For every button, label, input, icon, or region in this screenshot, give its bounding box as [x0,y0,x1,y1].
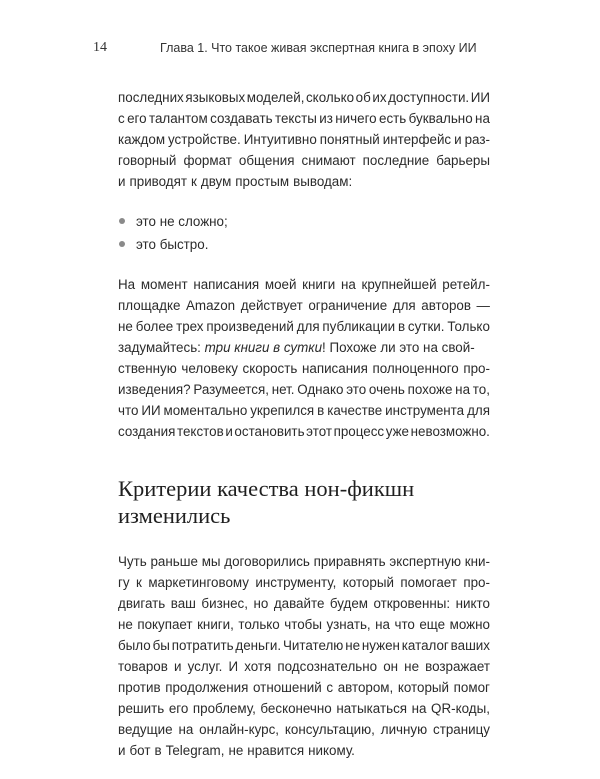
text-line [118,316,490,337]
word: об [355,90,371,105]
text-line [118,719,490,740]
word: страницу [433,722,490,737]
word: не [118,617,133,632]
word: мы [201,554,221,569]
word: тексты [274,111,317,126]
word: говорный [118,153,177,168]
word: в [154,743,162,758]
word: полноценного [372,361,459,376]
word: инструмента [385,403,465,418]
word: деньги. [235,638,282,653]
word: давайте [273,596,325,611]
text-line [118,379,490,400]
word: языковых [185,90,246,105]
word: написания [193,277,260,292]
word: для [467,403,490,418]
word: произведений [206,319,294,334]
word: приравнять [313,554,386,569]
word: ственную [118,361,177,376]
word: нет. [271,382,295,397]
paragraph-1 [118,87,490,192]
word: QR-коды, [431,701,490,716]
word: Однако [297,382,344,397]
word: это [346,382,367,397]
word: маркетинговому [148,575,249,590]
word: Читателю [282,638,344,653]
word: Только [447,319,490,334]
word: изведения? [118,382,191,397]
word: не [228,743,244,758]
word: их [372,90,387,105]
word: простым [235,174,290,189]
word: Чуть [118,554,147,569]
text-line [118,635,490,656]
word: ведущие [118,722,173,737]
word: создания [118,424,176,439]
text-line [118,677,490,698]
section-heading-line: Критерии качества нон-фикшн [118,476,415,501]
word: процесс [333,424,385,439]
word: про- [463,575,490,590]
word: понятный [319,132,380,147]
page-body [118,87,490,779]
word: каждом [118,132,166,147]
text-line [118,295,490,316]
word: книги, [197,617,234,632]
word: отношений [253,680,322,695]
word: его [168,701,189,716]
word: моделей, [246,90,305,105]
word: книги [302,277,336,292]
word: трех [176,319,204,334]
text-line [118,171,490,192]
word: к [191,174,197,189]
word: покупает [137,617,193,632]
word: скорость [242,361,298,376]
word: более [135,319,174,334]
word: не [404,659,420,674]
word: ваших [450,638,490,653]
bullet-icon [119,241,125,247]
word: автором, [337,680,394,695]
text-line [118,421,490,442]
word: устройстве. [168,132,241,147]
word: с [118,111,125,126]
word: интерфейс [382,132,452,147]
word: доступности. [388,90,470,105]
word: бот [129,743,151,758]
word: и [118,743,126,758]
word: сутки. [407,319,445,334]
word: будем [329,596,368,611]
word: на [455,382,471,397]
word: этот [306,424,332,439]
word: каталог [401,638,449,653]
word: что [394,617,415,632]
word: консультацию, [284,722,375,737]
word: И [228,659,239,674]
word: похоже [407,382,453,397]
word: момент [140,277,188,292]
word: действует [240,298,303,313]
word: бизнес, [201,596,248,611]
word: авторов [421,298,471,313]
word: написания [301,361,368,376]
word: онлайн-курс, [199,722,279,737]
word: в [397,319,406,334]
word: остановить [234,424,305,439]
word: и [173,659,182,674]
word: и [225,424,233,439]
word: не [118,319,133,334]
word: к [136,575,142,590]
word: услуг. [187,659,223,674]
word: Интуитивно [243,132,317,147]
word: бы [152,638,170,653]
word: снимают [301,153,356,168]
word: то, [472,382,490,397]
text-line [118,593,490,614]
word: не [345,638,361,653]
word: договорились [224,554,310,569]
word: гу [118,575,130,590]
word: публикации [322,319,396,334]
word: что [118,403,139,418]
word: откровенны: [373,596,451,611]
word: проблему, [192,701,256,716]
text-line-with-emphasis [118,337,490,358]
word: невозможно. [410,424,490,439]
list-item [118,233,490,256]
word: двигать [118,596,166,611]
word: на [178,722,194,737]
word: для [296,319,320,334]
word: продолжения [165,680,249,695]
word: натыкаться [336,701,408,716]
paragraph-2 [118,274,490,442]
word: буквально [408,111,473,126]
word: ничего [335,111,377,126]
word: он [383,659,399,674]
word: площадке [118,298,181,313]
text-line [118,108,490,129]
section-heading-line: изменились [118,503,231,528]
word: моментально [163,403,248,418]
text-line [118,551,490,572]
word: раньше [150,554,198,569]
word: барьеры [436,153,490,168]
word: качестве [327,403,383,418]
word: Amazon [185,298,236,313]
emphasis-text: три книги в сутки [204,340,323,355]
word: только [238,617,280,632]
paragraph-3 [118,551,490,761]
word: Telegram, [165,743,225,758]
page-number: 14 [93,40,107,55]
word: помог [453,680,490,695]
bullet-text: это быстро. [136,237,209,252]
word: помогает [400,575,457,590]
text-line [118,150,490,171]
running-header [93,40,560,58]
word: с [326,680,334,695]
word: приводят [129,174,187,189]
word: На [118,277,136,292]
word: возражает [425,659,490,674]
word: общения [238,153,295,168]
list-item [118,210,490,233]
word: ИИ [141,403,161,418]
word: укрепился [250,403,315,418]
text-line [118,358,490,379]
word: для [392,298,416,313]
word: формат [183,153,232,168]
word: талантом [148,111,208,126]
word: никто [455,596,490,611]
word: против [118,680,161,695]
word: двум [200,174,232,189]
text-fragment: задумайтесь: [118,340,205,355]
text-line [118,129,490,150]
word: чтобы [284,617,322,632]
word: было [118,638,151,653]
word: на [340,277,356,292]
bullet-text: это не сложно; [136,214,228,229]
word: бесконечно [260,701,332,716]
word: который [342,575,394,590]
word: последние [362,153,430,168]
bullet-list [118,210,490,256]
word: кни- [464,554,490,569]
text-fragment: ! Похоже ли это на свой- [322,340,475,355]
chapter-title: Глава 1. Что такое живая экспертная книга в эпоху ИИ [160,41,477,55]
word: но [253,596,269,611]
word: выводам: [293,174,353,189]
word: в [317,403,325,418]
word: товаров [118,659,168,674]
text-line [118,698,490,719]
word: и [454,132,462,147]
text-line [118,274,490,295]
word: про- [463,361,490,376]
word: ваш [170,596,196,611]
word: личную [380,722,428,737]
text-line [118,400,490,421]
word: нравится [247,743,305,758]
word: подсознательно [277,659,378,674]
word: на [375,617,390,632]
word: экспертную [389,554,462,569]
word: очень [368,382,405,397]
word: нужен [361,638,400,653]
word: раз- [464,132,490,147]
word: ретейл- [442,277,490,292]
text-line [118,87,490,108]
word: ограничение [308,298,388,313]
word: сколько [305,90,355,105]
word: крупнейшей [361,277,437,292]
word: решить [118,701,165,716]
text-line [118,614,490,635]
word: узнать, [326,617,371,632]
word: еще [419,617,446,632]
word: который [397,680,450,695]
word: на [411,701,427,716]
word: ИИ [470,90,490,105]
text-line [118,656,490,677]
word: — [476,298,490,313]
word: можно [449,617,490,632]
text-line [118,572,490,593]
word: Разумеется, [193,382,269,397]
word: потратить [171,638,234,653]
text-line [118,740,490,761]
word: моей [264,277,297,292]
word: текстов [177,424,224,439]
word: инструменту, [255,575,337,590]
word: и [118,174,126,189]
word: его [127,111,147,126]
word: на [475,111,490,126]
word: есть [379,111,407,126]
word: хотя [244,659,272,674]
bullet-icon [119,218,125,224]
word: уже [385,424,410,439]
word: создавать [210,111,273,126]
word: человеку [181,361,238,376]
word: из [319,111,333,126]
word: никому. [308,743,355,758]
word: последних [118,90,184,105]
section-heading [118,475,490,529]
